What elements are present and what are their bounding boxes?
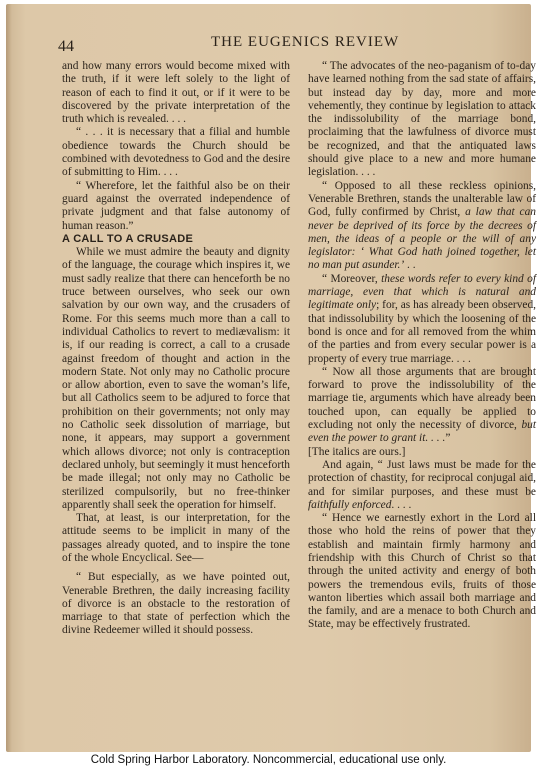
text-run: “ Now all those arguments that are brought forward to prove the indissolubility of the marriage tie, arguments which have already been touched upon, can equally be applied to excluding not only the necessity of divorce,: [308, 365, 536, 432]
left-column: [62, 60, 290, 638]
text-run: And again, “ Just laws must be made for the protection of chastity, for reciprocal conjugal aid, and for similar purposes, and these must be: [308, 458, 536, 498]
paragraph: “ The advocates of the neo-paganism of to-day have learned nothing from the sad state of affairs, but instead day by day, more and more vehemently, they continue by legislation to attack the indissolubility of the marriage bond, proclaiming that the lawfulness of divorce must be recognized, and that the antiquated laws should give place to a new and more humane legislation. . . .: [308, 60, 536, 179]
paragraph: [308, 273, 536, 366]
paragraph: [308, 459, 536, 512]
running-title: THE EUGENICS REVIEW: [211, 34, 400, 50]
paragraph: While we must admire the beauty and dignity of the language, the courage which inspires it, we must sadly realize that there can henceforth be no truce between ourselves, who seek our own salvation by our own way, and the crusaders of Rome. For this seems much more than a call to individual Catholics to revert to mediævalism: it is, if our reading is correct, a call to a crusade against freedom of thought and action in the modern State. Not only may no Catholic procure or allow abortion, even to save the woman’s life, but all Catholics seem to be adjured to force that prohibition on their governments; not only may no Catholic seek dissolution of marriage, but none, it appears, may support a government which allows divorce; not only is contraception declared unholy, but seemingly it must henceforth be made illegal; not only may no Catholic be sterilized compulsorily, but no free-thinker apparently shall seek the operation for himself.: [62, 246, 290, 511]
italic-text: faithfully enforced: [308, 498, 392, 511]
text-run: . . . .: [391, 498, 412, 511]
page-number: 44: [58, 38, 74, 55]
paragraph: and how many errors would become mixed with the truth, if it were left solely to the light of reason of each to find it out, or if it were to be discovered by the private interpretation of the truth which is revealed. . . .: [62, 60, 290, 126]
text-run: . .: [407, 259, 416, 272]
paragraph: “ . . . it is necessary that a filial and humble obedience towards the Church should be combined with devotedness to God and the desire of submitting to Him. . . .: [62, 126, 290, 179]
paragraph: “ Hence we earnestly exhort in the Lord all those who hold the reins of power that they establish and maintain firmly harmony and friendship with this Church of Christ so that through the united activity and energy of both powers the tremendous evils, fruits of those wanton liberties which assail both marriage and the family, and are a menace to both Church and State, may be effectively frustrated.: [308, 512, 536, 631]
editorial-note: [The italics are ours.]: [308, 445, 406, 458]
text-run: “ Opposed to all these reckless opinions, Venerable Brethren, stands the unalterable law of God, fully confirmed by Christ,: [308, 179, 536, 219]
text-run: ”: [445, 432, 451, 445]
paragraph: [308, 180, 536, 273]
text-run: ; for, as has already been observed, that indissolubility by which the loosening of the bond is once and for all removed from the whim of the parties and from every secular power is a property of every true marriage. . . .: [308, 299, 536, 365]
source-credit: Cold Spring Harbor Laboratory. Noncommercial, educational use only.: [90, 754, 447, 766]
italic-text: but even the power to grant it. . . .: [308, 419, 536, 445]
section-heading: A CALL TO A CRUSADE: [62, 232, 194, 245]
paragraph: “ But especially, as we have pointed out, Venerable Brethren, the daily increasing facility of divorce is an obstacle to the restoration of marriage to that state of perfection which the divine Redeemer willed it should possess.: [62, 571, 290, 637]
right-column: [308, 60, 536, 632]
italic-text: these words refer to every kind of marriage, even that which is natural and legitimate only: [308, 272, 536, 312]
text-run: “ Moreover,: [322, 272, 378, 285]
italic-text: a law that can never be deprived of its force by the decrees of men, the ideas of a people or the will of any legislator: ‘ What God hath joined together, let no man put asunder.’: [308, 206, 536, 272]
paragraph: That, at least, is our interpretation, for the attitude seems to be implicit in many of the passages already quoted, and to inspire the tone of the whole Encyclical. See—: [62, 512, 290, 564]
paragraph: [308, 366, 536, 446]
journal-page: [6, 4, 536, 752]
paragraph: “ Wherefore, let the faithful also be on their guard against the overrated independence of private judgment and that false autonomy of human reason.”: [62, 179, 290, 232]
